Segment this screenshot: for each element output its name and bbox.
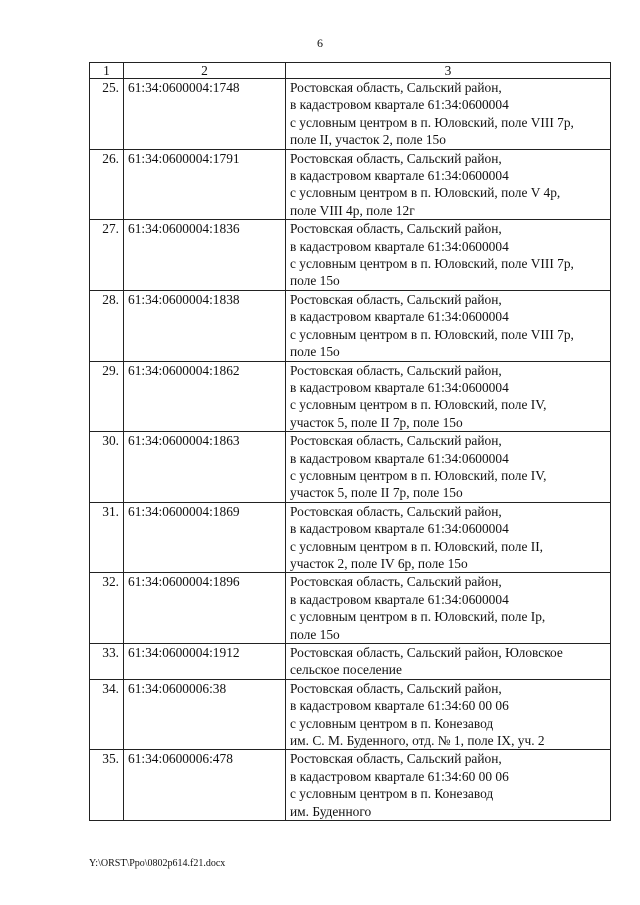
parcel-address: Ростовская область, Сальский район, в кадастровом квартале 61:34:0600004 с условным центром в п. Юловский, поле IV, участок 5, поле II 7р, поле 15о bbox=[286, 361, 611, 432]
cadastral-number: 61:34:0600004:1869 bbox=[124, 502, 286, 573]
row-number: 34. bbox=[90, 679, 124, 750]
row-number: 25. bbox=[90, 79, 124, 150]
row-number: 32. bbox=[90, 573, 124, 644]
table-row bbox=[90, 79, 611, 150]
cadastral-number: 61:34:0600006:478 bbox=[124, 750, 286, 821]
row-number: 33. bbox=[90, 644, 124, 680]
row-number: 28. bbox=[90, 290, 124, 361]
cadastral-number: 61:34:0600004:1748 bbox=[124, 79, 286, 150]
cadastral-number: 61:34:0600004:1912 bbox=[124, 644, 286, 680]
header-col-3: 3 bbox=[286, 63, 611, 79]
parcel-address: Ростовская область, Сальский район, в кадастровом квартале 61:34:60 00 06 с условным центром в п. Конезавод им. Буденного bbox=[286, 750, 611, 821]
header-col-1: 1 bbox=[90, 63, 124, 79]
table-row bbox=[90, 220, 611, 291]
cadastral-number: 61:34:0600004:1791 bbox=[124, 149, 286, 220]
parcel-address: Ростовская область, Сальский район, в кадастровом квартале 61:34:0600004 с условным центром в п. Юловский, поле VIII 7р, поле 15о bbox=[286, 290, 611, 361]
parcels-table bbox=[89, 62, 611, 821]
row-number: 30. bbox=[90, 432, 124, 503]
cadastral-number: 61:34:0600004:1836 bbox=[124, 220, 286, 291]
parcel-address: Ростовская область, Сальский район, в кадастровом квартале 61:34:0600004 с условным центром в п. Юловский, поле IV, участок 5, поле II 7р, поле 15о bbox=[286, 432, 611, 503]
row-number: 26. bbox=[90, 149, 124, 220]
parcel-address: Ростовская область, Сальский район, в кадастровом квартале 61:34:0600004 с условным центром в п. Юловский, поле VIII 7р, поле 15о bbox=[286, 220, 611, 291]
cadastral-number: 61:34:0600004:1896 bbox=[124, 573, 286, 644]
row-number: 27. bbox=[90, 220, 124, 291]
header-col-2: 2 bbox=[124, 63, 286, 79]
cadastral-number: 61:34:0600006:38 bbox=[124, 679, 286, 750]
table-row bbox=[90, 679, 611, 750]
table-row bbox=[90, 290, 611, 361]
table-header-row bbox=[90, 63, 611, 79]
table-row bbox=[90, 432, 611, 503]
parcel-address: Ростовская область, Сальский район, в кадастровом квартале 61:34:0600004 с условным центром в п. Юловский, поле VIII 7р, поле II, участок 2, поле 15о bbox=[286, 79, 611, 150]
cadastral-number: 61:34:0600004:1863 bbox=[124, 432, 286, 503]
table-row bbox=[90, 750, 611, 821]
table-row bbox=[90, 573, 611, 644]
table-row bbox=[90, 149, 611, 220]
row-number: 31. bbox=[90, 502, 124, 573]
table-body bbox=[90, 79, 611, 821]
table-row bbox=[90, 502, 611, 573]
parcel-address: Ростовская область, Сальский район, в кадастровом квартале 61:34:0600004 с условным центром в п. Юловский, поле Iр, поле 15о bbox=[286, 573, 611, 644]
table-row bbox=[90, 644, 611, 680]
parcel-address: Ростовская область, Сальский район, Юловское сельское поселение bbox=[286, 644, 611, 680]
table-row bbox=[90, 361, 611, 432]
document-file-path: Y:\ORST\Ppo\0802p614.f21.docx bbox=[89, 858, 226, 869]
cadastral-number: 61:34:0600004:1838 bbox=[124, 290, 286, 361]
row-number: 29. bbox=[90, 361, 124, 432]
parcel-address: Ростовская область, Сальский район, в кадастровом квартале 61:34:60 00 06 с условным центром в п. Конезавод им. С. М. Буденного, отд. № 1, поле IX, уч. 2 bbox=[286, 679, 611, 750]
page-number: 6 bbox=[317, 36, 323, 50]
cadastral-number: 61:34:0600004:1862 bbox=[124, 361, 286, 432]
parcel-address: Ростовская область, Сальский район, в кадастровом квартале 61:34:0600004 с условным центром в п. Юловский, поле V 4р, поле VIII 4р, поле 12г bbox=[286, 149, 611, 220]
row-number: 35. bbox=[90, 750, 124, 821]
parcel-address: Ростовская область, Сальский район, в кадастровом квартале 61:34:0600004 с условным центром в п. Юловский, поле II, участок 2, поле IV 6р, поле 15о bbox=[286, 502, 611, 573]
